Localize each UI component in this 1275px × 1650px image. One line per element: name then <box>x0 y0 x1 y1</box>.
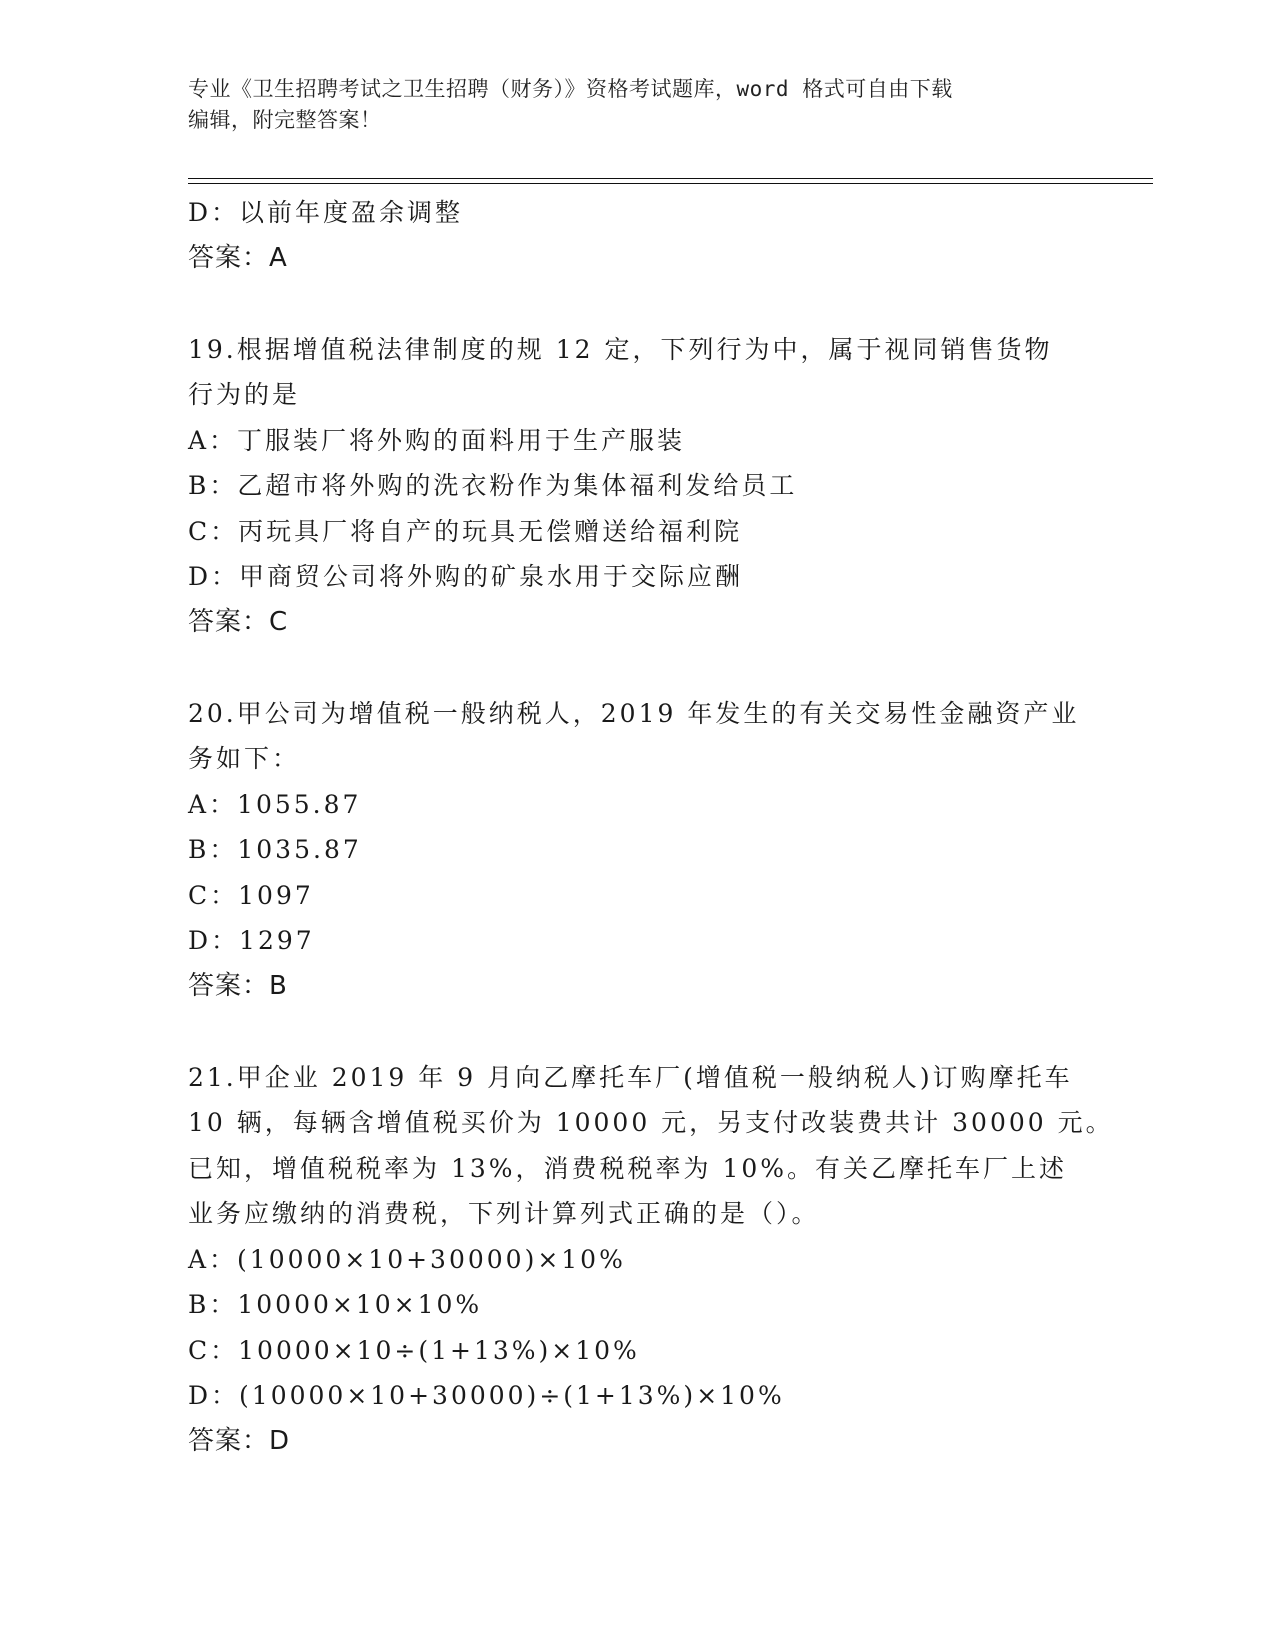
q19-answer: 答案：C <box>188 606 289 637</box>
header-divider-top <box>188 178 1153 179</box>
q20-option-c: C：1097 <box>188 880 314 910</box>
prev-option-d: D：以前年度盈余调整 <box>188 198 464 227</box>
q20-option-a: A：1055.87 <box>188 789 362 819</box>
q19-text-line-2: 行为的是 <box>188 380 301 409</box>
document-header <box>188 74 1088 136</box>
header-line-2: 编辑，附完整答案！ <box>188 108 382 132</box>
q19-option-c: C：丙玩具厂将自产的玩具无偿赠送给福利院 <box>188 516 743 546</box>
q21-option-c: C：10000×10÷(1+13%)×10% <box>188 1335 640 1365</box>
q21-text-line-4: 业务应缴纳的消费税，下列计算列式正确的是（）。 <box>188 1199 820 1228</box>
q20-option-d: D：1297 <box>188 926 315 955</box>
spacer <box>188 645 1088 691</box>
spacer <box>188 281 1088 327</box>
q21-text-line-1: 21.甲企业 2019 年 9 月向乙摩托车厂(增值税一般纳税人)订购摩托车 <box>188 1062 1073 1092</box>
header-divider-bottom <box>188 183 1153 184</box>
q21-option-b: B：10000×10×10% <box>188 1290 483 1319</box>
q19-option-a: A：丁服装厂将外购的面料用于生产服装 <box>188 425 686 455</box>
q20-text-line-1: 20.甲公司为增值税一般纳税人，2019 年发生的有关交易性金融资产业 <box>188 698 1080 728</box>
prev-answer: 答案：A <box>188 242 288 273</box>
q21-option-a: A：(10000×10+30000)×10% <box>188 1244 626 1274</box>
q19-option-d: D：甲商贸公司将外购的矿泉水用于交际应酬 <box>188 562 744 591</box>
q19-text-line-1: 19.根据增值税法律制度的规 12 定，下列行为中，属于视同销售货物 <box>188 334 1053 364</box>
q19-option-b: B：乙超市将外购的洗衣粉作为集体福利发给员工 <box>188 471 798 500</box>
q20-answer: 答案：B <box>188 970 288 1001</box>
q21-option-d: D：(10000×10+30000)÷(1+13%)×10% <box>188 1381 785 1410</box>
q21-answer: 答案：D <box>188 1425 291 1456</box>
q20-text-line-2: 务如下： <box>188 744 301 773</box>
header-line-1: 专业《卫生招聘考试之卫生招聘（财务）》资格考试题库，word 格式可自由下载 <box>188 77 953 101</box>
question-content <box>188 190 1114 1464</box>
q20-option-b: B：1035.87 <box>188 835 362 864</box>
spacer <box>188 1009 1088 1055</box>
q21-text-line-3: 已知，增值税税率为 13%，消费税税率为 10%。有关乙摩托车厂上述 <box>188 1153 1068 1183</box>
q21-text-line-2: 10 辆，每辆含增值税买价为 10000 元，另支付改装费共计 30000 元。 <box>188 1108 1114 1137</box>
